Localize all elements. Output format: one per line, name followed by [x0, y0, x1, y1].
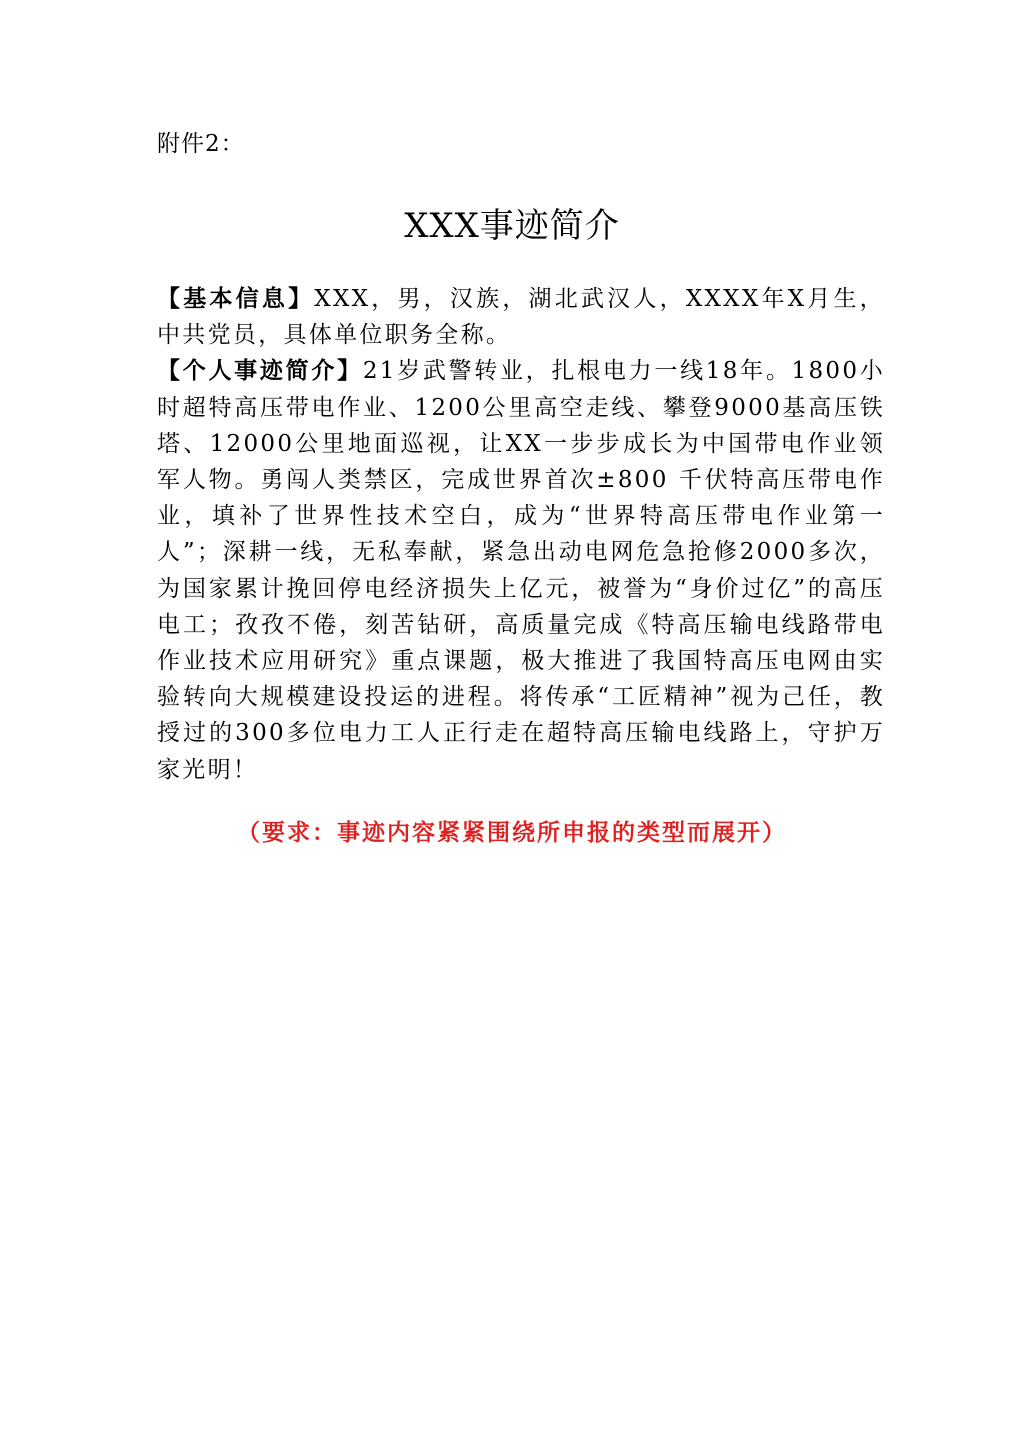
- attachment-label: 附件2：: [157, 131, 245, 157]
- basic-info-label: 【基本信息】: [157, 285, 315, 312]
- document-title: XXX事迹简介: [404, 206, 620, 246]
- basic-info-paragraph: [157, 281, 885, 353]
- personal-deeds-label: 【个人事迹简介】: [157, 357, 363, 385]
- personal-deeds-text: 21岁武警转业，扎根电力一线18年。1800小时超特高压带电作业、1200公里高空走线、攀登9000基高压铁塔、12000公里地面巡视，让XX一步步成长为中国带电作业领军人物。勇闯人类禁区，完成世界首次±800 千伏特高压带电作业，填补了世界性技术空白，成为“世界特高压带电作业第一人”；深耕一线，无私奉献，紧急出动电网危急抢修2000多次，为国家累计挽回停电经济损失上亿元，被誉为“身价过亿”的高压电工；孜孜不倦，刻苦钻研，高质量完成《特高压输电线路带电作业技术应用研究》重点课题，极大推进了我国特高压电网由实验转向大规模建设投运的进程。将传承“工匠精神”视为己任，教授过的300多位电力工人正行走在超特高压输电线路上，守护万家光明！: [157, 358, 886, 783]
- requirement-note: （要求：事迹内容紧紧围绕所申报的类型而展开）: [237, 819, 787, 846]
- personal-deeds-paragraph: [157, 353, 885, 787]
- document-body: [157, 281, 885, 788]
- basic-info-text: XXX，男，汉族，湖北武汉人，XXXX年X月生，中共党员，具体单位职务全称。: [157, 286, 885, 349]
